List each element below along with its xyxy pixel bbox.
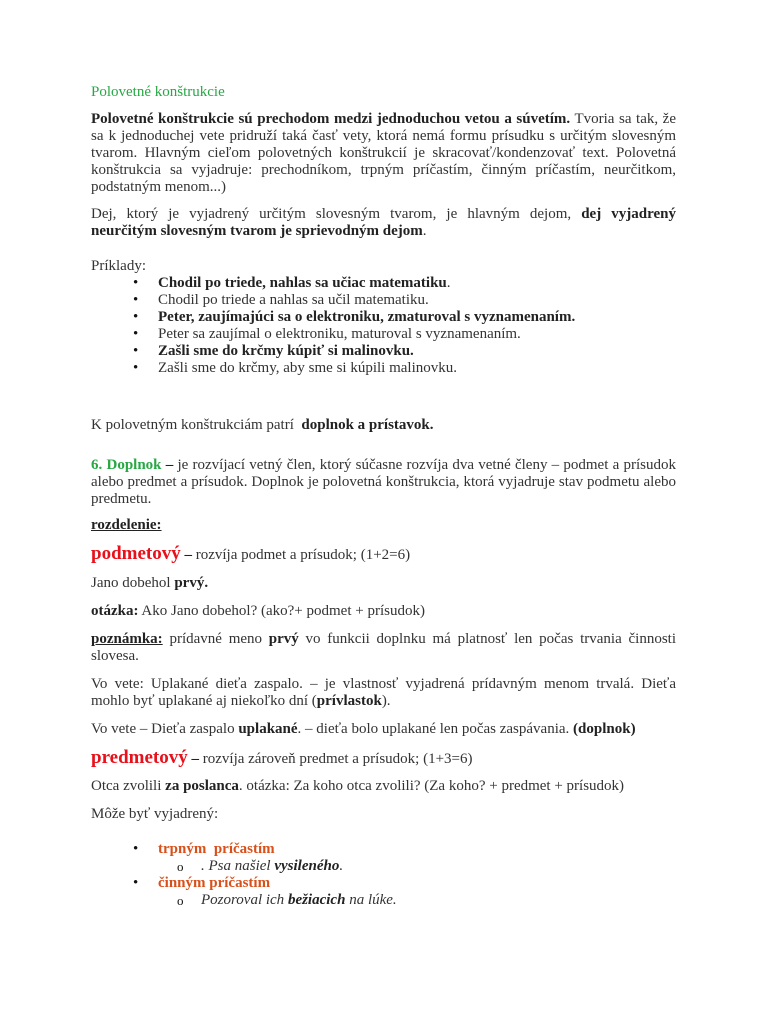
list-item: o Pozoroval ich bežiacich na lúke. xyxy=(201,892,676,909)
examples-list xyxy=(91,275,676,377)
doplnok-paragraph xyxy=(91,457,676,508)
doplnok-dash: – xyxy=(161,457,178,473)
vo-vete-paragraph-1: Vo vete: Uplakané dieťa zaspalo. – je vlastnosť vyjadrená prídavným menom trvalá. Dieťa mohlo byť uplakané aj niekoľko dní (prívlastok). xyxy=(91,676,676,709)
rozdelenie-heading: rozdelenie: xyxy=(91,517,162,533)
vo-vete-paragraph-2: Vo vete – Dieťa zaspalo uplakané. – dieťa bolo uplakané len počas zaspávania. (doplnok) xyxy=(91,721,636,737)
dej-paragraph xyxy=(91,206,676,240)
list-item: • Chodil po triede a nahlas sa učil matematiku. xyxy=(158,292,676,309)
sub-list xyxy=(158,892,676,909)
intro-text: Tvoria sa tak, že sa k jednoduchej vete pridruží taká časť vety, ktorá nemá formu prísudku s určitým slovesným tvarom. Hlavným cieľom polovetných konštrukcií je skracovať/kondenzovať text. Polovetná konštrukcia sa vyjadruje: prechodníkom, trpným príčastím, činným príčastím, neurčitkom, podstatným menom...) xyxy=(91,111,676,195)
list-item: • Peter sa zaujímal o elektroniku, maturoval s vyznamenaním. xyxy=(158,326,676,343)
patri-text: K polovetným konštrukciám patrí xyxy=(91,417,302,433)
list-item: • Chodil po triede, nahlas sa učiac matematiku. xyxy=(158,275,676,292)
sub-list xyxy=(158,858,676,875)
forms-list xyxy=(91,841,676,909)
intro-bold: Polovetné konštrukcie sú prechodom medzi jednoduchou vetou a súvetím. xyxy=(91,111,571,127)
intro-paragraph xyxy=(91,111,676,196)
podmetovy-text: rozvíja podmet a prísudok; (1+2=6) xyxy=(195,547,411,563)
podmetovy-title: podmetový xyxy=(91,543,181,564)
list-item: • činným príčastím o Pozoroval ich bežiacich na lúke. xyxy=(158,875,676,909)
poznamka-paragraph: poznámka: prídavné meno prvý vo funkcii doplnku má platnosť len počas trvania činnosti slovesa. xyxy=(91,631,676,664)
list-item: • Zašli sme do krčmy, aby sme si kúpili malinovku. xyxy=(158,360,676,377)
examples-label: Príklady: xyxy=(91,258,146,274)
dej-text: Dej, ktorý je vyjadrený určitým slovesným tvarom, je hlavným dejom, xyxy=(91,206,582,222)
list-item: o . Psa našiel vysileného. xyxy=(201,858,676,875)
page-title: Polovetné konštrukcie xyxy=(91,84,225,100)
doplnok-name: Doplnok xyxy=(106,457,162,473)
list-item: • trpným príčastím o . Psa našiel vysileného. xyxy=(158,841,676,875)
doplnok-text: je rozvíjací vetný člen, ktorý súčasne rozvíja dva vetné členy – podmet a prísudok alebo predmet a prísudok. Doplnok je polovetná konštrukcia, ktorá vyjadruje stav podmetu alebo predmetu. xyxy=(91,457,676,507)
list-item: • Zašli sme do krčmy kúpiť si malinovku. xyxy=(158,343,676,360)
poznamka-label: poznámka: xyxy=(91,631,163,647)
predmetovy-dash: – xyxy=(187,751,203,767)
jano-line: Jano dobehol prvý. xyxy=(91,575,209,591)
podmetovy-line xyxy=(91,543,676,566)
document-page xyxy=(91,84,676,909)
dej-end: . xyxy=(422,223,427,239)
predmetovy-title: predmetový xyxy=(91,747,188,768)
podmetovy-dash: – xyxy=(180,547,196,563)
predmetovy-text: rozvíja zároveň predmet a prísudok; (1+3=6) xyxy=(202,751,473,767)
moze-line: Môže byť vyjadrený: xyxy=(91,806,219,822)
patri-paragraph xyxy=(91,417,676,434)
otca-line: Otca zvolili za poslanca. otázka: Za koho otca zvolili? (Za koho? + predmet + prísudok) xyxy=(91,778,625,794)
predmetovy-line xyxy=(91,747,676,770)
dej-bold: dej vyjadrený neurčitým slovesným tvarom je sprievodným dejom xyxy=(91,206,676,239)
doplnok-number: 6. xyxy=(91,457,107,473)
otazka-line: otázka: Ako Jano dobehol? (ako?+ podmet + prísudok) xyxy=(91,603,425,619)
otazka-label: otázka: xyxy=(91,603,139,619)
patri-bold: doplnok a prístavok. xyxy=(301,417,434,433)
list-item: • Peter, zaujímajúci sa o elektroniku, zmaturoval s vyznamenaním. xyxy=(158,309,676,326)
